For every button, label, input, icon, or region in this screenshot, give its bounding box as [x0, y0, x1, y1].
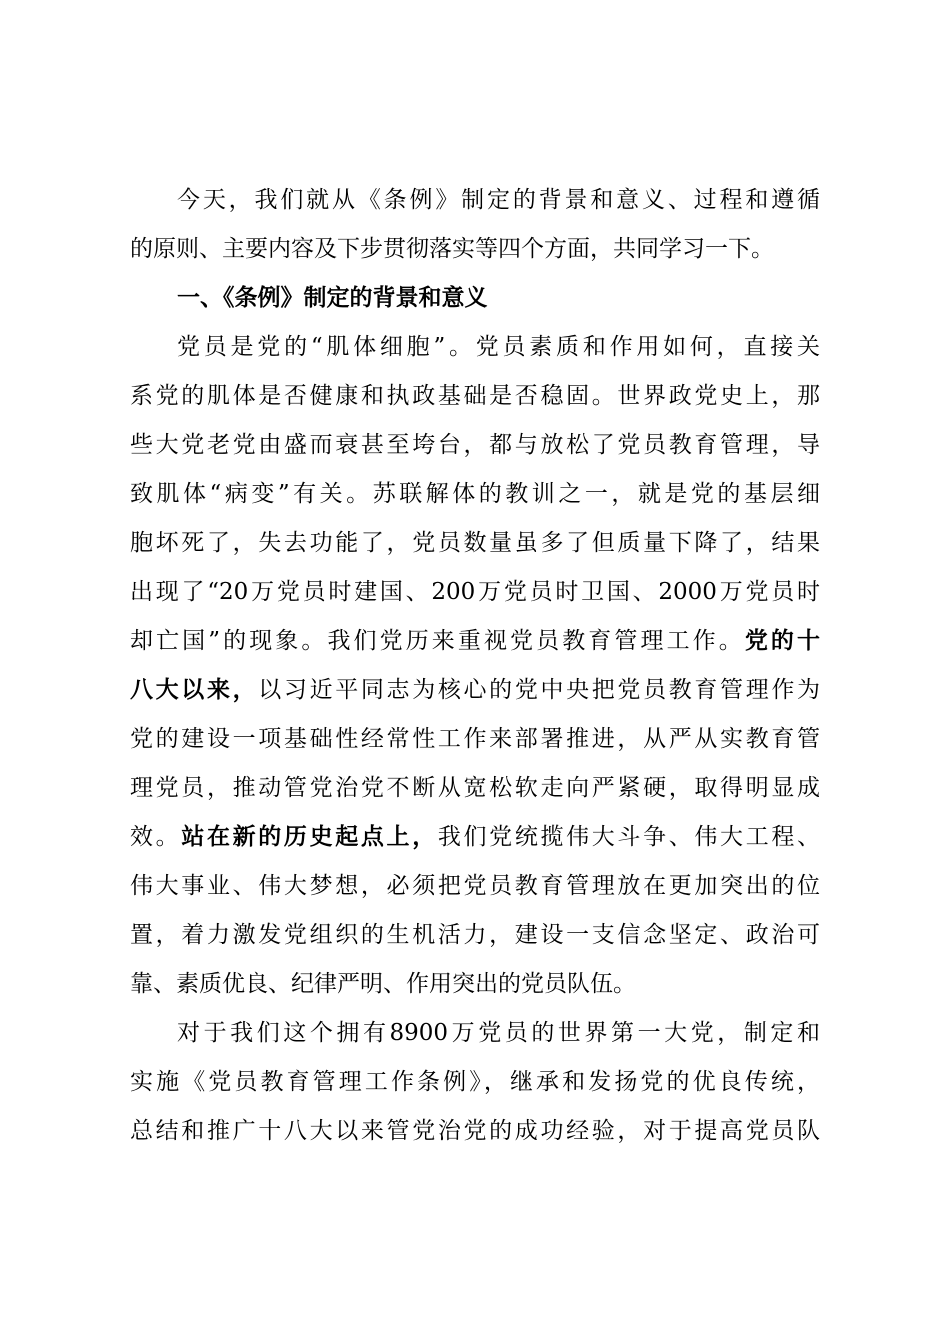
para1-line-12: 伟大事业、伟大梦想，必须把党员教育管理放在更加突出的位: [130, 873, 820, 899]
bold-phrase-since-18th: 党的十: [744, 627, 820, 654]
para1-line-9: 党的建设一项基础性经常性工作来部署推进，从严从实教育管: [130, 726, 820, 752]
intro-line-1: 今天，我们就从《条例》制定的背景和意义、过程和遵循: [177, 187, 820, 213]
para1-line-13: 置，着力激发党组织的生机活力，建设一支信念坚定、政治可: [130, 922, 820, 948]
para1-line-8-text: 以习近平同志为核心的党中央把党员教育管理作为: [258, 677, 820, 703]
para1-line-3: 些大党老党由盛而衰甚至垮台，都与放松了党员教育管理，导: [130, 432, 820, 458]
para1-line-11-text-a: 效。: [130, 824, 182, 850]
para1-line-2: 系党的肌体是否健康和执政基础是否稳固。世界政党史上，那: [130, 383, 820, 409]
para1-line-7-text: 却亡国”的现象。我们党历来重视党员教育管理工作。: [130, 628, 745, 654]
para1-line-8: [130, 674, 820, 706]
para2-line-2: 实施《党员教育管理工作条例》，继承和发扬党的优良传统，: [130, 1069, 820, 1095]
para1-line-11: [130, 821, 820, 853]
para1-line-14: 靠、素质优良、纪律严明、作用突出的党员队伍。: [130, 971, 636, 997]
para1-line-11-text-c: 我们党统揽伟大斗争、伟大工程、: [437, 824, 820, 850]
para1-line-1: 党员是党的“肌体细胞”。党员素质和作用如何，直接关: [177, 334, 820, 360]
bold-phrase-since-18th-cont: 八大以来，: [130, 676, 259, 703]
para1-line-7: [130, 625, 820, 657]
para1-line-5: 胞坏死了，失去功能了，党员数量虽多了但质量下降了，结果: [130, 530, 820, 556]
para2-line-3: 总结和推广十八大以来管党治党的成功经验，对于提高党员队: [130, 1118, 820, 1144]
section-heading: 一、《条例》制定的背景和意义: [177, 285, 488, 311]
bold-phrase-new-starting-point: 站在新的历史起点上，: [181, 823, 438, 850]
para1-line-4: 致肌体“病变”有关。苏联解体的教训之一，就是党的基层细: [130, 481, 820, 507]
para1-line-10: 理党员，推动管党治党不断从宽松软走向严紧硬，取得明显成: [130, 775, 820, 801]
para2-line-1: 对于我们这个拥有8900万党员的世界第一大党，制定和: [177, 1020, 820, 1046]
intro-line-2: 的原则、主要内容及下步贯彻落实等四个方面，共同学习一下。: [130, 236, 774, 262]
para1-line-6: 出现了“20万党员时建国、200万党员时卫国、2000万党员时: [130, 579, 820, 605]
